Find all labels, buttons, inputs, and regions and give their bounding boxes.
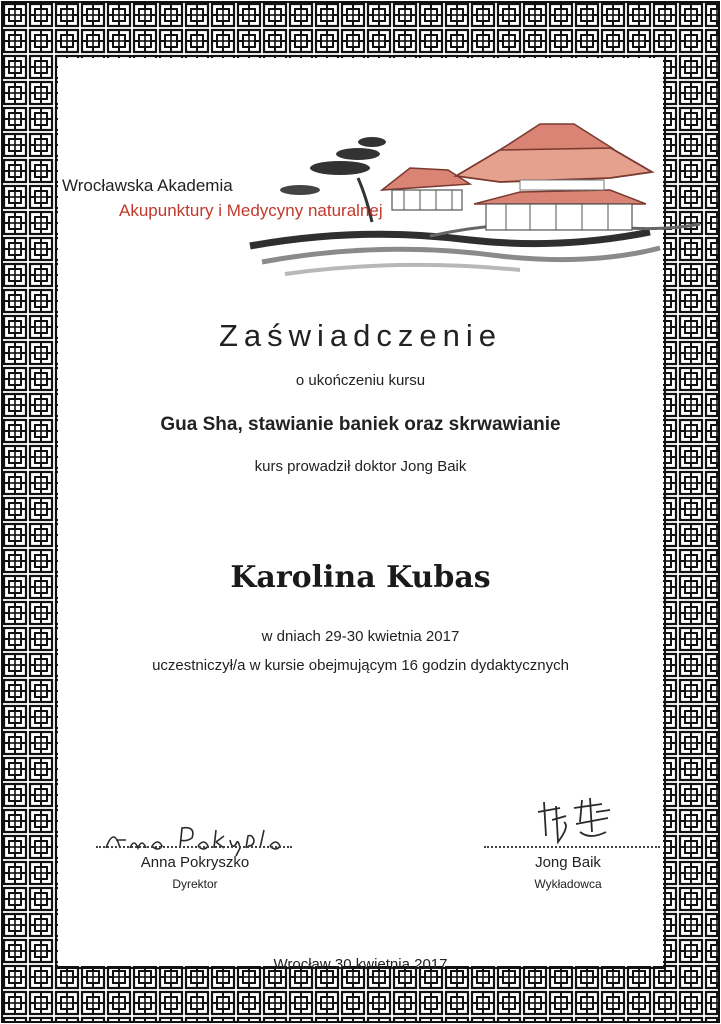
signatory-name: Anna Pokryszko — [140, 854, 250, 871]
course-name: Gua Sha, stawianie baniek oraz skrwawianie — [160, 414, 561, 435]
signature-line-director — [96, 846, 292, 848]
certificate-title: Zaświadczenie — [218, 318, 503, 353]
course-dates: w dniach 29-30 kwietnia 2017 — [261, 628, 460, 645]
participation-statement: uczestniczył/a w kursie obejmującym 16 godzin dydaktycznych — [152, 657, 569, 674]
signature-anna-pokryszko — [100, 818, 300, 858]
signatory-director — [100, 854, 290, 891]
signature-line-lecturer — [484, 846, 660, 848]
place-and-date: Wrocław 30 kwietnia 2017 — [273, 956, 448, 973]
recipient-name: Karolina Kubas — [230, 560, 491, 595]
course-instructor-line: kurs prowadził doktor Jong Baik — [254, 458, 467, 475]
signatory-role: Dyrektor — [172, 877, 218, 891]
certificate-subtitle: o ukończeniu kursu — [295, 372, 426, 389]
academy-logo — [0, 0, 721, 300]
signatory-name: Jong Baik — [535, 854, 601, 871]
signatory-role: Wykładowca — [534, 877, 602, 891]
academy-name-line1: Wrocławska Akademia — [62, 176, 233, 195]
signature-jong-baik — [530, 792, 620, 848]
academy-name-line2: Akupunktury i Medycyny naturalnej — [119, 201, 383, 220]
signatory-lecturer — [478, 854, 658, 891]
